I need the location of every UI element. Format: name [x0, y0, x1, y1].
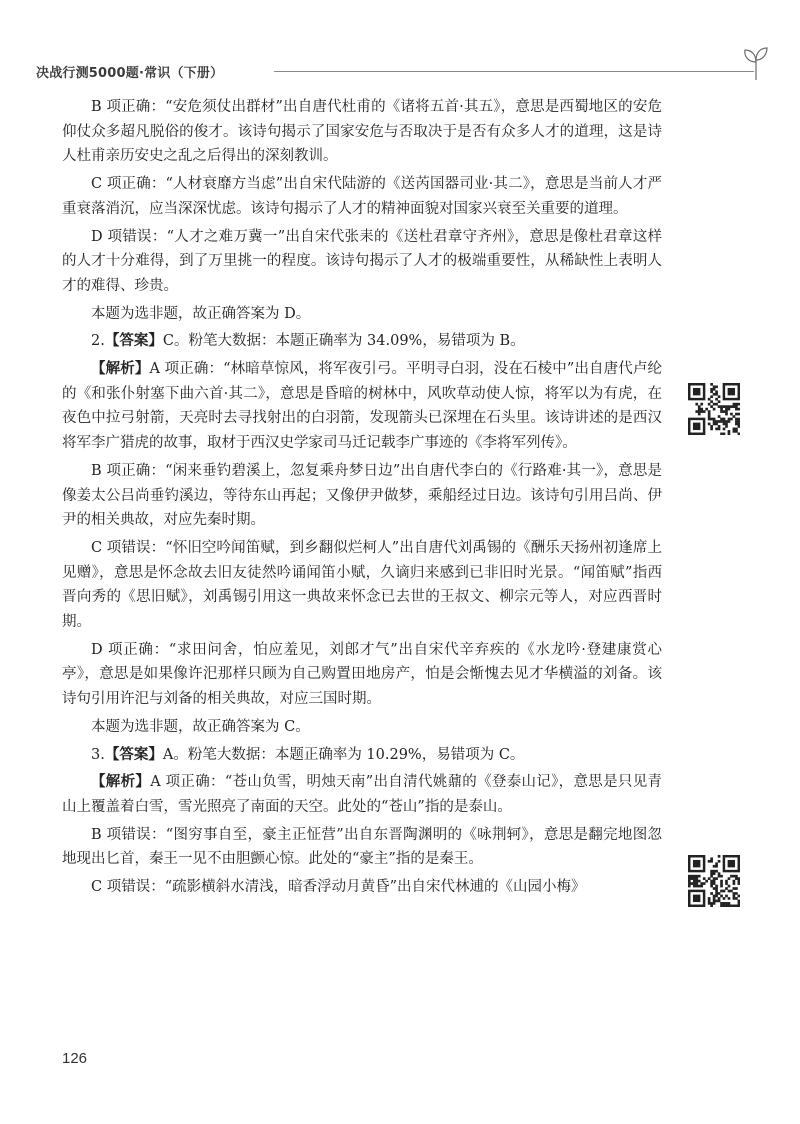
running-header [36, 60, 756, 90]
paragraph-c-correct: C 项正确：“人材衰靡方当虑”出自宋代陆游的《送芮国器司业·其二》，意思是当前人才严重衰落消沉，应当深深忧虑。该诗句揭示了人才的精神面貌对国家兴衰至关重要的道理。 [62, 176, 662, 217]
answer-line-2 [62, 329, 662, 354]
answer-text: C。粉笔大数据：本题正确率为 34.09%，易错项为 B。 [162, 333, 525, 350]
paragraph-d-wrong: D 项错误：“人才之难万冀一”出自宋代张耒的《送杜君章守齐州》，意思是像杜君章这样的人才十分难得，到了万里挑一的程度。该诗句揭示了人才的极端重要性，从稀缺性上表明人才的难得、珍贵。 [62, 228, 662, 294]
paragraph-c-wrong-3: C 项错误：“疏影横斜水清浅，暗香浮动月黄昏”出自宋代林逋的《山园小梅》 [91, 879, 586, 896]
answer-tag: 【答案】 [104, 745, 163, 763]
answer-text: A。粉笔大数据：本题正确率为 10.29%，易错项为 C。 [162, 746, 525, 763]
analysis-tag: 【解析】 [91, 360, 150, 378]
paragraph-c-wrong-2: C 项错误：“怀旧空吟闻笛赋，到乡翻似烂柯人”出自唐代刘禹锡的《酬乐天扬州初逢席上见赠》，意思是怀念故去旧友徒然吟诵闻笛小赋，久谪归来感到已非旧时光景。“闻笛赋”指西晋向秀的《思旧赋》，刘禹锡引用这一典故来怀念已去世的王叔文、柳宗元等人，对应西晋时期。 [62, 539, 662, 631]
qr-code-icon [688, 855, 740, 907]
paragraph-b-wrong-3: B 项错误：“图穷事自至，豪主正怔营”出自东晋陶渊明的《咏荆轲》，意思是翻完地图忽地现出匕首，秦王一见不由胆颤心惊。此处的“豪主”指的是秦王。 [62, 826, 662, 868]
header-title: 决战行测5000题·常识（下册） [36, 66, 224, 81]
qr-code-question-2[interactable] [688, 383, 740, 435]
answer-line-3 [62, 743, 662, 768]
page-content [62, 95, 662, 900]
analysis-text: A 项正确：“苍山负雪，明烛天南”出自清代姚鼐的《登泰山记》，意思是只见青山上覆盖着白雪，雪光照亮了南面的天空。此处的“苍山”指的是泰山。 [62, 774, 663, 815]
analysis-text: A 项正确：“林暗草惊风，将军夜引弓。平明寻白羽，没在石棱中”出自唐代卢纶的《和张仆射塞下曲六首·其二》，意思是昏暗的树林中，风吹草动使人惊，将军以为有虎，在夜色中拉弓射箭，天亮时去寻找射出的白羽箭，发现箭头已深埋在石头里。该诗讲述的是西汉将军李广猎虎的故事，取材于西汉史学家司马迁记载李广事迹的《李将军列传》。 [62, 361, 663, 452]
conclusion-paragraph-2: 本题为选非题，故正确答案为 C。 [91, 718, 310, 735]
paragraph-d-correct-2: D 项正确：“求田问舍，怕应羞见，刘郎才气”出自宋代辛弃疾的《水龙吟·登建康赏心亭》，意思是如果像许汜那样只顾为自己购置田地房产，怕是会惭愧去见才华横溢的刘备。该诗句引用许汜与刘备的相关典故，对应三国时期。 [62, 641, 662, 708]
page-number: 126 [62, 1050, 88, 1067]
header-rule [274, 71, 754, 72]
qr-code-icon [688, 383, 740, 435]
qr-code-question-3[interactable] [688, 855, 740, 907]
question-number: 3. [91, 746, 105, 763]
analysis-paragraph-3 [62, 770, 662, 819]
answer-tag: 【答案】 [104, 332, 163, 350]
conclusion-paragraph: 本题为选非题，故正确答案为 D。 [91, 305, 311, 322]
paragraph-b-correct: B 项正确：“安危须仗出群材”出自唐代杜甫的《诸将五首·其五》，意思是西蜀地区的安危仰仗众多超凡脱俗的俊才。该诗句揭示了国家安危与否取决于是否有众多人才的道理，这是诗人杜甫亲历安史之乱之后得出的深刻教训。 [62, 99, 662, 165]
paragraph-b-correct-2: B 项正确：“闲来垂钓碧溪上，忽复乘舟梦日边”出自唐代李白的《行路难·其一》，意思是像姜太公吕尚垂钓溪边，等待东山再起；又像伊尹做梦，乘船经过日边。该诗句引用吕尚、伊尹的相关典故，对应先秦时期。 [62, 462, 662, 529]
question-number: 2. [91, 333, 105, 350]
analysis-tag: 【解析】 [91, 773, 151, 791]
analysis-paragraph-2 [62, 357, 662, 456]
sprout-icon [736, 42, 776, 82]
